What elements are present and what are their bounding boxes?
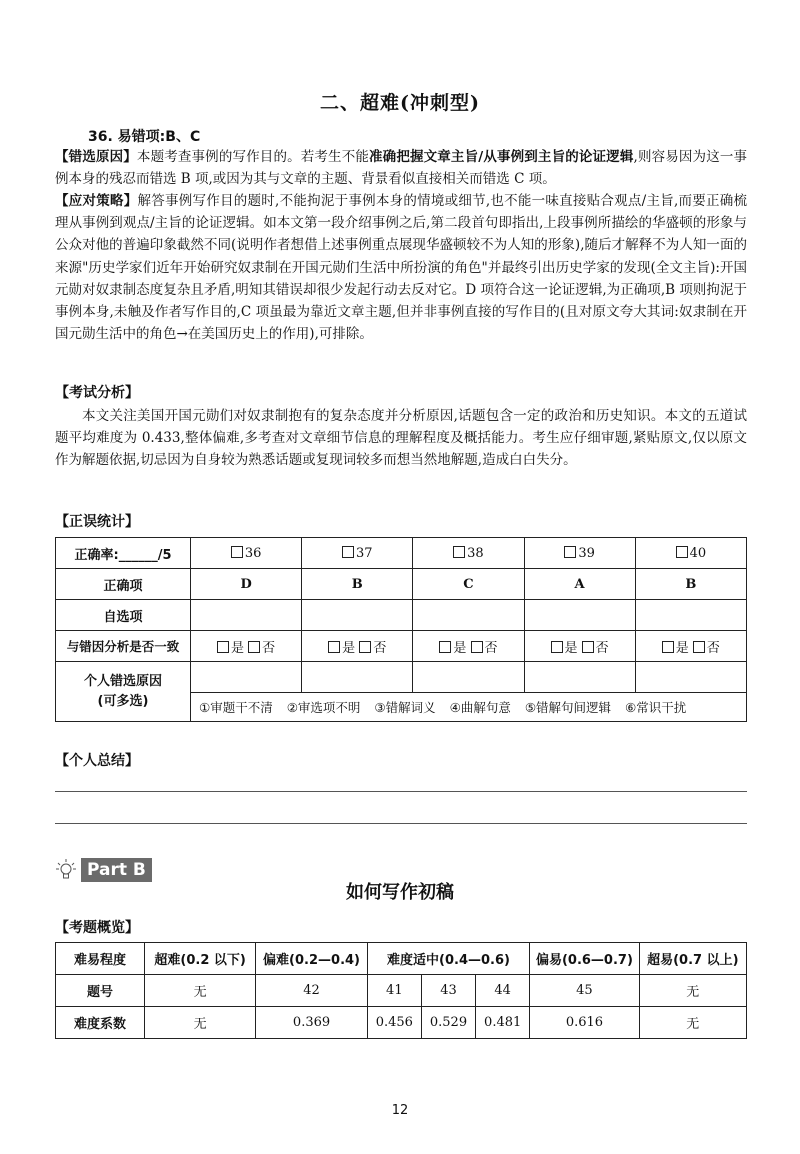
section-title: 二、超难(冲刺型) <box>320 92 480 114</box>
overview-num-5: 44 <box>476 975 530 1007</box>
consistency-38[interactable]: 是 否 <box>413 631 524 662</box>
reason-option-3[interactable]: ③错解词义 <box>374 700 436 715</box>
overview-coeff-3: 0.456 <box>367 1007 421 1039</box>
strategy-paragraph <box>55 190 747 345</box>
difficulty-overview-table <box>55 942 747 1039</box>
accuracy-label: 正确率: <box>74 547 119 563</box>
overview-header-level: 难易程度 <box>56 943 145 975</box>
summary-label: 【个人总结】 <box>55 753 139 769</box>
consistency-36[interactable]: 是 否 <box>191 631 302 662</box>
reason-option-1[interactable]: ①审题干不清 <box>199 700 273 715</box>
answer-38: C <box>413 569 524 600</box>
reason-options <box>191 693 747 722</box>
personal-reason-36[interactable] <box>191 662 302 693</box>
answer-stats-table <box>55 537 747 722</box>
error-reason-text-a: 本题考查事例的写作目的。若考生不能 <box>136 149 370 165</box>
accuracy-total: /5 <box>157 547 172 563</box>
reason-option-4[interactable]: ④曲解句意 <box>449 700 511 715</box>
error-reason-paragraph <box>55 146 747 190</box>
personal-reason-38[interactable] <box>413 662 524 693</box>
overview-num-3: 41 <box>367 975 421 1007</box>
personal-reason-39[interactable] <box>524 662 635 693</box>
error-reason-text-b: ,则容易因为这一事例本身的残忍而错选 B 项,或因为其与文章的主题、背景看似直接相关而错选 C 项。 <box>55 149 748 188</box>
question-check-40[interactable]: 40 <box>635 538 746 569</box>
overview-num-2: 42 <box>256 975 367 1007</box>
self-choice-39[interactable] <box>524 600 635 631</box>
overview-num-1: 无 <box>144 975 255 1007</box>
overview-header-super-hard: 超难(0.2 以下) <box>144 943 255 975</box>
answer-37: B <box>302 569 413 600</box>
page-number: 12 <box>391 1103 409 1118</box>
self-choice-37[interactable] <box>302 600 413 631</box>
consistency-40[interactable]: 是 否 <box>635 631 746 662</box>
exam-analysis-label: 【考试分析】 <box>55 385 139 401</box>
overview-header-super-easy: 超易(0.7 以上) <box>639 943 746 975</box>
question-check-39[interactable]: 39 <box>524 538 635 569</box>
error-reason-emphasis: 准确把握文章主旨/从事例到主旨的论证逻辑 <box>369 149 634 165</box>
reason-option-6[interactable]: ⑥常识干扰 <box>625 700 687 715</box>
answer-40: B <box>635 569 746 600</box>
overview-num-4: 43 <box>421 975 475 1007</box>
overview-header-easy: 偏易(0.6—0.7) <box>530 943 639 975</box>
self-choice-36[interactable] <box>191 600 302 631</box>
self-choice-38[interactable] <box>413 600 524 631</box>
reason-option-2[interactable]: ②审选项不明 <box>286 700 361 715</box>
strategy-tag: 【应对策略】 <box>55 193 138 209</box>
part-b-badge: Part B <box>81 858 152 882</box>
correct-label: 正确项 <box>56 569 191 600</box>
consistency-37[interactable]: 是 否 <box>302 631 413 662</box>
overview-coeff-6: 0.616 <box>530 1007 639 1039</box>
overview-label: 【考题概览】 <box>55 920 139 936</box>
overview-coeff-1: 无 <box>144 1007 255 1039</box>
overview-coeff-2: 0.369 <box>256 1007 367 1039</box>
summary-line-1[interactable] <box>55 791 747 792</box>
consistency-label: 与错因分析是否一致 <box>56 631 191 662</box>
reason-option-5[interactable]: ⑤错解句间逻辑 <box>524 700 612 715</box>
question-heading: 36. 易错项:B、C <box>88 129 201 145</box>
consistency-39[interactable]: 是 否 <box>524 631 635 662</box>
overview-header-hard: 偏难(0.2—0.4) <box>256 943 367 975</box>
question-check-38[interactable]: 38 <box>413 538 524 569</box>
overview-coeff-7: 无 <box>639 1007 746 1039</box>
summary-line-2[interactable] <box>55 823 747 824</box>
accuracy-cell[interactable] <box>56 538 191 569</box>
overview-row-numbers-label: 题号 <box>56 975 145 1007</box>
overview-header-medium: 难度适中(0.4—0.6) <box>367 943 530 975</box>
answer-39: A <box>524 569 635 600</box>
overview-coeff-5: 0.481 <box>476 1007 530 1039</box>
part-b-title: 如何写作初稿 <box>346 882 454 903</box>
stats-label: 【正误统计】 <box>55 514 139 530</box>
overview-row-coeff-label: 难度系数 <box>56 1007 145 1039</box>
self-choice-40[interactable] <box>635 600 746 631</box>
question-check-37[interactable]: 37 <box>302 538 413 569</box>
exam-analysis-text: 本文关注美国开国元勋们对奴隶制抱有的复杂态度并分析原因,话题包含一定的政治和历史知识。本文的五道试题平均难度为 0.433,整体偏难,多考查对文章细节信息的理解程度及概括能力。考生应仔细审题,紧贴原文,仅以原文作为解题依据,切忌因为自身较为熟悉话题或复现词较多而想当然地解题,造成白白失分。 <box>55 408 747 469</box>
answer-36: D <box>191 569 302 600</box>
personal-reason-37[interactable] <box>302 662 413 693</box>
personal-reason-label: 个人错选原因 (可多选) <box>56 662 191 722</box>
error-reason-tag: 【错选原因】 <box>55 149 137 165</box>
overview-num-6: 45 <box>530 975 639 1007</box>
personal-reason-40[interactable] <box>635 662 746 693</box>
overview-num-7: 无 <box>639 975 746 1007</box>
question-check-36[interactable]: 36 <box>191 538 302 569</box>
self-choice-label: 自选项 <box>56 600 191 631</box>
accuracy-blank: ______ <box>118 547 158 563</box>
overview-coeff-4: 0.529 <box>421 1007 475 1039</box>
strategy-text: 解答事例写作目的题时,不能拘泥于事例本身的情境或细节,也不能一味直接贴合观点/主旨,而要正确梳理从事例到观点/主旨的论证逻辑。如本文第一段介绍事例之后,第二段首句即指出,上段事例所描绘的华盛顿的形象与公众对他的普遍印象截然不同(说明作者想借上述事例重点展现华盛顿较不为人知的形象),随后才解释不为人知一面的来源"历史学家们近年开始研究奴隶制在开国元勋们生活中所扮演的角色"并最终引出历史学家的发现(全文主旨):开国元勋对奴隶制态度复杂且矛盾,明知其错误却很少发起行动去反对它。D 项符合这一论证逻辑,为正确项,B 项则拘泥于事例本身,未触及作者写作目的,C 项虽最为靠近文章主题,但并非事例直接的写作目的(且对原文夸大其词:奴隶制在开国元勋生活中的角色→在美国历史上的作用),可排除。 <box>55 193 748 343</box>
